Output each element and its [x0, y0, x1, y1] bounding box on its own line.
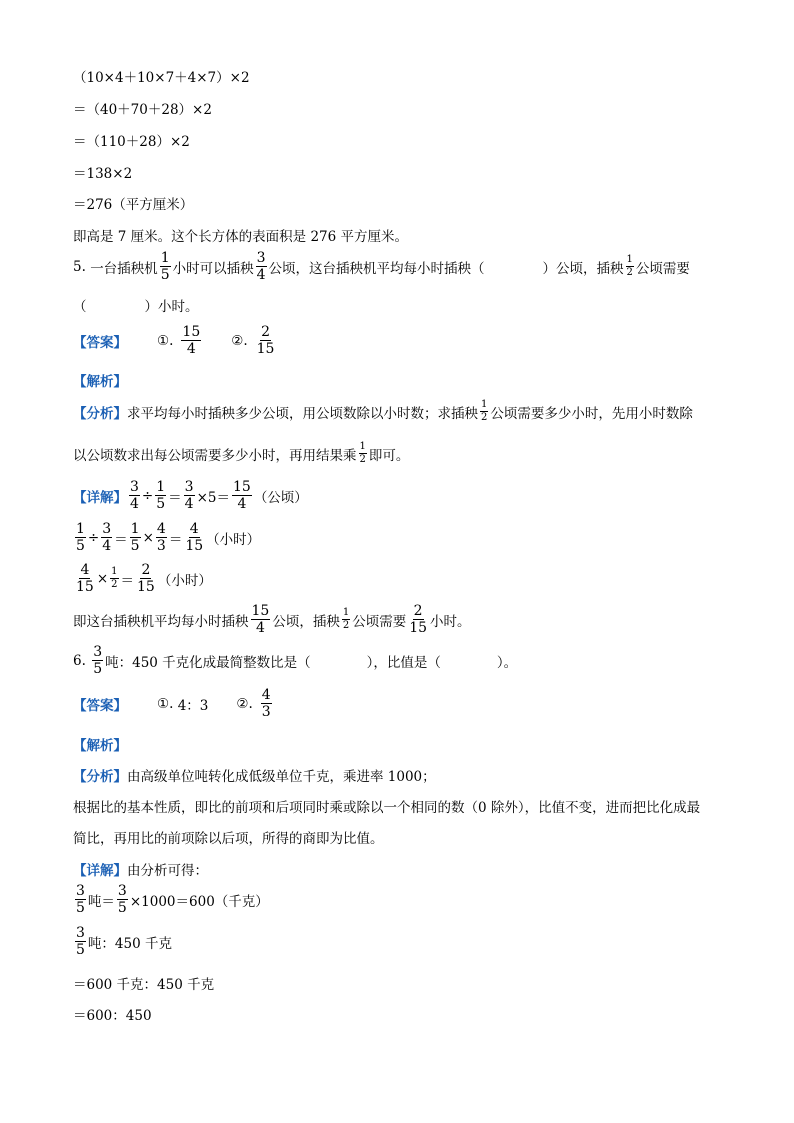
numerator: 15: [182, 324, 201, 340]
numerator: 4: [80, 562, 90, 578]
answer-fraction: [256, 325, 276, 356]
denominator: 3: [156, 538, 166, 554]
denominator: 15: [409, 620, 428, 636]
denominator: 4: [184, 496, 194, 512]
fenxi-text: 以公顷数求出每公顷需要多少小时，再用结果乘: [73, 447, 357, 464]
xiangjie-tag: 【详解】: [73, 489, 127, 506]
xiangjie6-eq-4: [73, 1004, 152, 1024]
answer-fraction: [181, 325, 201, 356]
question-text: ）小时。: [144, 299, 199, 315]
question-5-line-1: [73, 251, 690, 282]
calc-text: ＝276（平方厘米）: [73, 197, 194, 213]
numerator: 3: [256, 250, 266, 266]
fraction: [408, 604, 428, 635]
fraction: [75, 884, 86, 915]
calc-line-2: [73, 98, 212, 118]
equation-text: 吨：450 千克: [87, 935, 172, 952]
numerator: 1: [342, 607, 350, 618]
conclusion-text: 公顷，插秧: [272, 613, 340, 630]
denominator: 15: [137, 579, 155, 595]
equation-text: 吨＝: [87, 893, 115, 910]
question-text: 一台插秧机: [90, 260, 158, 277]
denominator: 4: [255, 620, 265, 636]
numerator: 2: [141, 562, 151, 578]
answer-mark-1: ①: [157, 332, 170, 349]
operator: ＝: [120, 572, 135, 589]
operator: ÷: [87, 529, 100, 546]
numerator: 3: [117, 883, 127, 899]
equation-text: ＝600 千克：450 千克: [73, 977, 215, 993]
numerator: 4: [261, 687, 271, 703]
denominator: 15: [76, 579, 94, 595]
denominator: 3: [261, 704, 271, 720]
fenxi-text: 即可。: [368, 447, 410, 464]
denominator: 5: [160, 267, 170, 283]
answer-tag: 【答案】: [73, 334, 127, 351]
answer-ratio: 4：3: [177, 697, 209, 714]
denominator: 2: [111, 579, 118, 590]
denominator: 2: [359, 454, 366, 465]
conclusion-text: 公顷需要: [352, 613, 407, 630]
fenxi-line-2: [73, 442, 409, 465]
operator: ＝: [168, 531, 183, 548]
xiangjie-eq-3: [73, 563, 212, 594]
conclusion-text: 即高是 7 厘米。这个长方体的表面积是 276 平方厘米。: [73, 229, 409, 245]
xiangjie6-eq-3: [73, 973, 214, 993]
fraction: [232, 480, 252, 511]
operator: ×5＝: [196, 489, 230, 506]
fraction: [184, 522, 204, 553]
denominator: 15: [256, 341, 275, 357]
fraction: [92, 645, 103, 676]
fenxi-text: 求平均每小时插秧多少公顷，用公顷数除以小时数；求插秧: [127, 405, 478, 422]
fenxi-tag: 【分析】: [73, 769, 127, 785]
denominator: 5: [156, 496, 166, 512]
fraction: [184, 480, 195, 511]
equation-text: ＝600：450: [73, 1008, 152, 1024]
numerator: 15: [232, 479, 251, 495]
numerator: 1: [76, 521, 85, 537]
fraction: [129, 480, 140, 511]
calc-text: ＝（40＋70＋28）×2: [73, 102, 212, 118]
numerator: 3: [130, 479, 139, 495]
numerator: 3: [76, 883, 85, 899]
question-text: 公顷需要: [635, 260, 690, 277]
denominator: 5: [130, 538, 140, 554]
xiangjie6-line: [73, 859, 208, 879]
calc-line-1: [73, 66, 250, 86]
fraction: [155, 480, 166, 511]
xiangjie-text: 由分析可得：: [127, 863, 208, 879]
denominator: 2: [342, 620, 350, 631]
fraction: [75, 926, 86, 957]
calc-line-4: [73, 162, 132, 182]
question-text: 吨：450 千克化成最简整数比是（: [105, 654, 311, 671]
fenxi-text: 简比，再用比的前项除以后项，所得的商即为比值。: [73, 831, 384, 847]
fraction: [136, 563, 156, 594]
answer-row-6: 【答案】 ① . 4：3 ② . $\frac{4}{3}$: [73, 687, 271, 720]
fraction: [101, 522, 112, 553]
question-number: 6.: [73, 652, 86, 669]
conclusion-line: [73, 225, 408, 245]
question-6-line: [73, 645, 517, 676]
denominator: 4: [186, 341, 196, 357]
answer-fraction: [261, 688, 272, 719]
operator: ＝: [168, 489, 182, 506]
analysis-header-5: [73, 370, 127, 390]
denominator: 15: [185, 538, 204, 554]
numerator: 1: [156, 479, 166, 495]
numerator: 1: [359, 441, 366, 452]
denominator: 5: [93, 661, 103, 677]
question-text: 公顷，这台插秧机平均每小时插秧（: [268, 260, 485, 277]
numerator: 15: [251, 603, 270, 619]
question-text: ）公顷，插秧: [542, 260, 624, 277]
fraction: [75, 522, 86, 553]
fenxi-line-1: [73, 400, 693, 423]
fenxi-tag: 【分析】: [73, 405, 127, 422]
numerator: 1: [160, 250, 170, 266]
answer-mark-2: ②: [231, 332, 244, 349]
answer-tag: 【答案】: [73, 697, 127, 714]
q5-conclusion: [73, 604, 471, 635]
calc-text: ＝138×2: [73, 166, 133, 182]
analysis-tag: 【解析】: [73, 738, 127, 754]
calc-text: （10×4＋10×7＋4×7）×2: [73, 70, 250, 86]
fraction: [75, 563, 95, 594]
denominator: 5: [76, 942, 85, 958]
xiangjie-eq-1: [73, 480, 308, 511]
fraction: [160, 251, 171, 282]
operator: ×: [96, 570, 109, 587]
fenxi6-line-3: [73, 827, 384, 847]
calc-text: ＝（110＋28）×2: [73, 134, 190, 150]
fraction: [130, 522, 141, 553]
xiangjie-tag: 【详解】: [73, 863, 127, 879]
calc-line-3: [73, 130, 190, 150]
denominator: 4: [102, 538, 112, 554]
answer-mark-1: ①: [157, 695, 170, 712]
denominator: 4: [130, 496, 139, 512]
fenxi-text: 根据比的基本性质，即比的前项和后项同时乘或除以一个相同的数（0 除外），比值不变，进而把比化成最: [73, 800, 701, 816]
operator: ÷: [141, 487, 154, 504]
question-5-line-2: [73, 295, 199, 315]
conclusion-text: 即这台插秧机平均每小时插秧: [73, 613, 249, 630]
fraction: [256, 251, 267, 282]
calc-line-5: [73, 193, 193, 213]
question-number: 5.: [73, 258, 86, 275]
numerator: 1: [130, 521, 140, 537]
equation-text: ×1000＝600（千克）: [129, 893, 269, 910]
numerator: 1: [111, 566, 118, 577]
numerator: 3: [184, 479, 194, 495]
fraction: [156, 522, 167, 553]
fraction: [110, 567, 118, 590]
denominator: 5: [76, 900, 85, 916]
numerator: 1: [626, 254, 633, 265]
answer-mark-2: ②: [236, 695, 249, 712]
analysis-tag: 【解析】: [73, 374, 127, 390]
numerator: 2: [261, 324, 271, 340]
fenxi6-line-1: [73, 765, 436, 785]
fenxi-text: 公顷需要多少小时，先用小时数除: [490, 405, 693, 422]
analysis-header-6: [73, 734, 127, 754]
numerator: 3: [102, 521, 112, 537]
operator: ×: [142, 529, 154, 546]
question-text: （: [73, 299, 87, 315]
fraction: [480, 400, 488, 423]
fraction: [342, 608, 350, 631]
xiangjie6-eq-2: [73, 926, 172, 957]
fraction: [117, 884, 128, 915]
unit: （公顷）: [253, 489, 308, 506]
fenxi6-line-2: [73, 796, 700, 816]
conclusion-text: 小时。: [430, 613, 471, 630]
answer-row-5: 【答案】 ① . $\frac{15}{4}$ ② . $\frac{2}{15}$: [73, 324, 275, 357]
denominator: 2: [481, 412, 488, 423]
fenxi-text: 由高级单位吨转化成低级单位千克，乘进率 1000；: [127, 769, 436, 785]
xiangjie6-eq-1: [73, 884, 269, 915]
denominator: 4: [237, 496, 247, 512]
question-text: 小时可以插秧: [172, 260, 254, 277]
unit: （小时）: [206, 531, 261, 548]
fraction: [359, 442, 367, 465]
denominator: 5: [76, 538, 85, 554]
fraction: [251, 604, 271, 635]
question-text: ）。: [496, 654, 518, 671]
unit: （小时）: [157, 572, 212, 589]
numerator: 2: [413, 603, 423, 619]
numerator: 1: [481, 399, 488, 410]
question-text: ），比值是（: [366, 654, 441, 671]
numerator: 4: [189, 521, 199, 537]
fraction: [626, 255, 634, 278]
xiangjie-eq-2: [73, 522, 260, 553]
denominator: 5: [117, 900, 127, 916]
operator: ＝: [114, 531, 128, 548]
denominator: 4: [256, 267, 266, 283]
numerator: 3: [76, 925, 85, 941]
denominator: 2: [626, 267, 633, 278]
numerator: 4: [156, 521, 166, 537]
numerator: 3: [93, 644, 103, 660]
